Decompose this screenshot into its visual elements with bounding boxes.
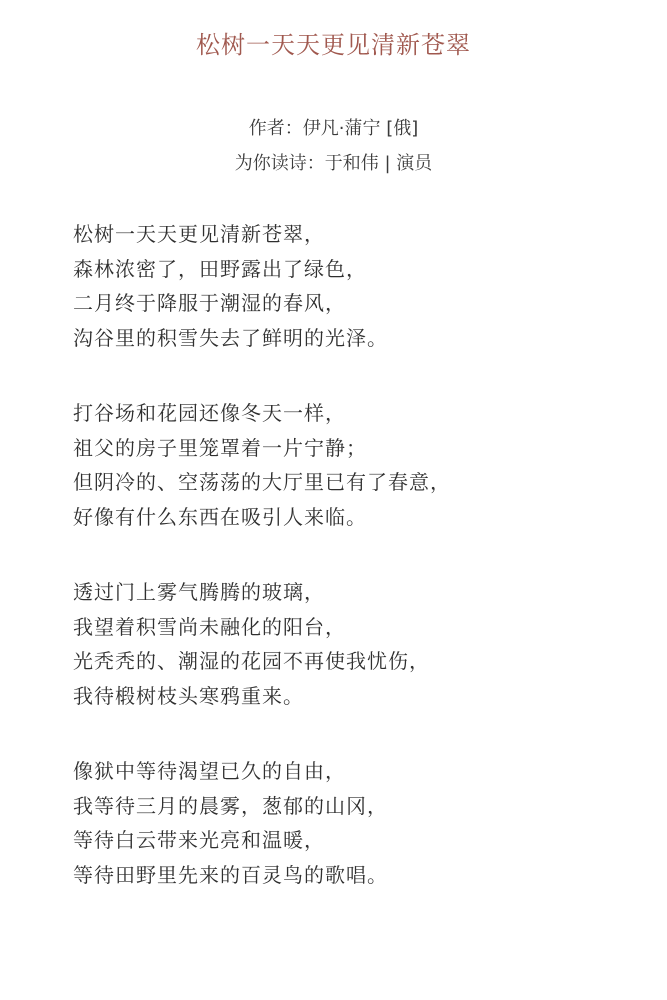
stanza-1 <box>73 217 637 355</box>
stanza-2 <box>73 396 637 534</box>
poem-line: 透过门上雾气腾腾的玻璃， <box>73 580 325 604</box>
author-line: 作者：伊凡·蒲宁 [俄] <box>248 118 419 139</box>
poem-line: 二月终于降服于潮湿的春风， <box>73 291 346 315</box>
poem-line: 打谷场和花园还像冬天一样， <box>73 401 346 425</box>
poem-line: 松树一天天更见清新苍翠， <box>73 222 325 246</box>
stanza-3 <box>73 575 637 713</box>
poem-line: 等待田野里先来的百灵鸟的歌唱。 <box>73 862 388 887</box>
reader-line: 为你读诗：于和伟 | 演员 <box>234 153 433 174</box>
poem-line: 祖父的房子里笼罩着一片宁静； <box>73 435 367 460</box>
poem-line: 我待椴树枝头寒鸦重来。 <box>73 683 304 708</box>
poem-line: 我等待三月的晨雾，葱郁的山冈， <box>73 793 388 818</box>
poem-line: 像狱中等待渴望已久的自由， <box>73 759 346 783</box>
stanza-4 <box>73 754 637 892</box>
poem-title: 松树一天天更见清新苍翠 <box>196 31 471 59</box>
poem-meta <box>0 111 667 181</box>
poem-line: 好像有什么东西在吸引人来临。 <box>73 504 367 529</box>
poem-line: 光秃秃的、潮湿的花园不再使我忧伤， <box>73 649 430 673</box>
poem-line: 森林浓密了，田野露出了绿色， <box>73 256 367 281</box>
poem-line: 沟谷里的积雪失去了鲜明的光泽。 <box>73 325 388 350</box>
poem-body <box>0 217 667 892</box>
poem-line: 我望着积雪尚未融化的阳台， <box>73 614 346 639</box>
poem-line: 等待白云带来光亮和温暖， <box>73 828 325 852</box>
poem-line: 但阴冷的、空荡荡的大厅里已有了春意， <box>73 470 451 494</box>
